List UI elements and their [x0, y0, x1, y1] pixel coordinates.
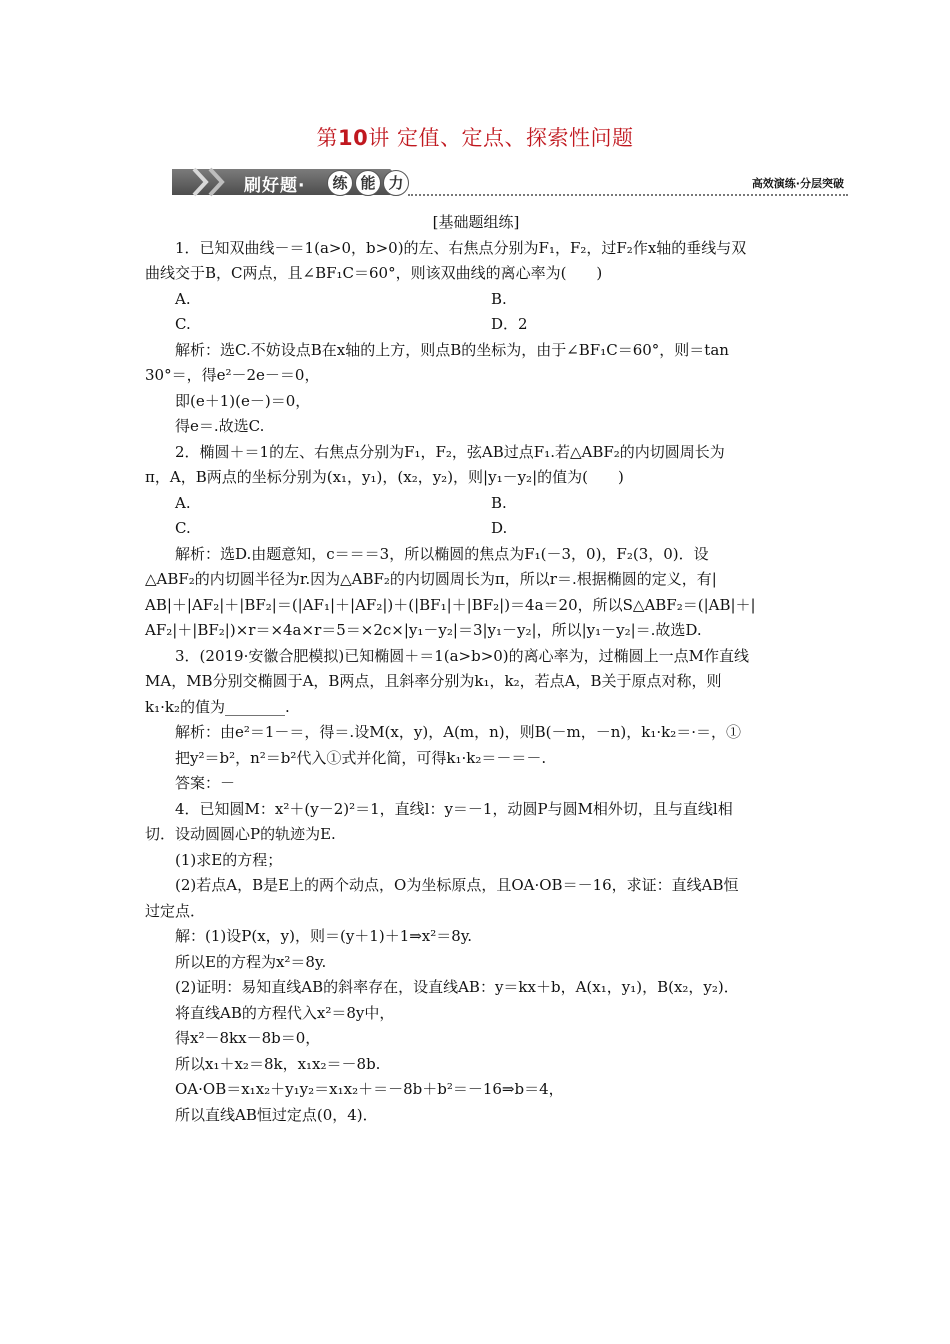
text-line: △ABF₂的内切圆半径为r.因为△ABF₂的内切圆周长为π，所以r＝.根据椭圆的定义，有| — [145, 570, 717, 588]
text-line: 所以直线AB恒过定点(0，4)． — [175, 1105, 378, 1124]
text-line: (1)求E的方程； — [175, 850, 283, 869]
page-title — [0, 122, 950, 152]
option-label: B. — [491, 289, 507, 308]
banner-divider — [408, 194, 848, 196]
answer-options — [175, 287, 807, 313]
banner-bubble: 力 — [383, 170, 409, 196]
text-line: k₁·k₂的值为________. — [145, 697, 290, 716]
text-line: 解：(1)设P(x，y)，则＝(y＋1)＋1⇒x²＝8y. — [175, 927, 473, 945]
option-label: A. — [175, 289, 191, 308]
answer-options — [175, 312, 807, 338]
text-line: 切．设动圆圆心P的轨迹为E. — [145, 825, 336, 843]
option-label: C. — [175, 519, 191, 537]
option-label: D．2 — [491, 315, 528, 333]
title-text: 讲 定值、定点、探索性问题 — [368, 126, 634, 150]
title-prefix: 第 — [316, 126, 339, 150]
banner-bubble: 练 — [327, 170, 353, 196]
text-line: 得e＝.故选C. — [175, 417, 265, 435]
text-line: MA，MB分别交椭圆于A，B两点，且斜率分别为k₁，k₂，若点A，B关于原点对称，则 — [145, 672, 722, 690]
option-label: A. — [175, 493, 191, 512]
text-line: 得x²－8kx－8b＝0， — [175, 1029, 321, 1047]
text-line: 解析：选D.由题意知，c＝＝＝3，所以椭圆的焦点为F₁(－3，0)，F₂(3，0)．设 — [175, 544, 709, 563]
answer-options — [175, 516, 807, 542]
banner-subtitle: 高效演练·分层突破 — [751, 177, 844, 190]
text-line: 2．椭圆＋＝1的左、右焦点分别为F₁，F₂，弦AB过点F₁.若△ABF₂的内切圆周长为 — [175, 442, 725, 461]
text-line: 将直线AB的方程代入x²＝8y中， — [175, 1003, 395, 1022]
section-heading: [基础题组练] — [432, 213, 520, 231]
answer-options — [175, 491, 807, 517]
option-label: B. — [491, 493, 507, 512]
text-line: OA·OB＝x₁x₂＋y₁y₂＝x₁x₂＋＝－8b＋b²＝－16⇒b＝4， — [175, 1080, 564, 1098]
text-line: (2)证明：易知直线AB的斜率存在，设直线AB：y＝kx＋b，A(x₁，y₁)，B(x₂，y₂)． — [175, 978, 739, 996]
text-line: 1．已知双曲线－＝1(a>0，b>0)的左、右焦点分别为F₁，F₂，过F₂作x轴的垂线与双 — [175, 238, 747, 257]
text-line: AF₂|＋|BF₂|)×r＝×4a×r＝5＝×2c×|y₁－y₂|＝3|y₁－y₂|，所以|y₁－y₂|＝.故选D. — [145, 621, 702, 639]
text-line: 即(e＋1)(e－)＝0， — [175, 391, 311, 410]
text-line: 过定点． — [145, 901, 206, 920]
chevron-right-icon — [206, 167, 228, 197]
text-line: 3．(2019·安徽合肥模拟)已知椭圆＋＝1(a>b>0)的离心率为，过椭圆上一点M作直线 — [175, 646, 750, 665]
text-line: 4．已知圆M：x²＋(y－2)²＝1，直线l：y＝－1，动圆P与圆M相外切，且与直线l相 — [175, 799, 733, 818]
text-line: 解析：选C.不妨设点B在x轴的上方，则点B的坐标为，由于∠BF₁C＝60°，则＝tan — [175, 340, 729, 359]
title-number: 10 — [338, 126, 369, 150]
banner-label: 刷好题· — [244, 176, 306, 196]
text-line: (2)若点A，B是E上的两个动点，O为坐标原点，且OA·OB＝－16，求证：直线AB恒 — [175, 876, 739, 894]
text-line: 把y²＝b²，n²＝b²代入①式并化简，可得k₁·k₂＝－＝－. — [175, 748, 547, 767]
document-body — [145, 210, 807, 1128]
text-line: π，A，B两点的坐标分别为(x₁，y₁)，(x₂，y₂)，则|y₁－y₂|的值为( ) — [145, 468, 624, 486]
text-line: 曲线交于B，C两点，且∠BF₁C＝60°，则该双曲线的离心率为( ) — [145, 264, 603, 282]
section-banner — [172, 167, 848, 199]
document-lines — [145, 236, 807, 1129]
text-line: 解析：由e²＝1－＝，得＝.设M(x，y)，A(m，n)，则B(－m，－n)，k₁·k₂＝·＝，① — [175, 723, 741, 741]
banner-bubbles — [327, 170, 409, 196]
text-line: 答案：－ — [175, 774, 236, 792]
banner-bubble: 能 — [355, 170, 381, 196]
text-line: 所以E的方程为x²＝8y. — [175, 952, 327, 971]
text-line: AB|＋|AF₂|＋|BF₂|＝(|AF₁|＋|AF₂|)＋(|BF₁|＋|BF₂|)＝4a＝20，所以S△ABF₂＝(|AB|＋| — [145, 595, 756, 614]
text-line: 30°＝，得e²－2e－＝0， — [145, 366, 320, 384]
text-line: 所以x₁＋x₂＝8k，x₁x₂＝－8b. — [175, 1054, 381, 1073]
option-label: C. — [175, 315, 191, 333]
option-label: D. — [491, 519, 508, 537]
